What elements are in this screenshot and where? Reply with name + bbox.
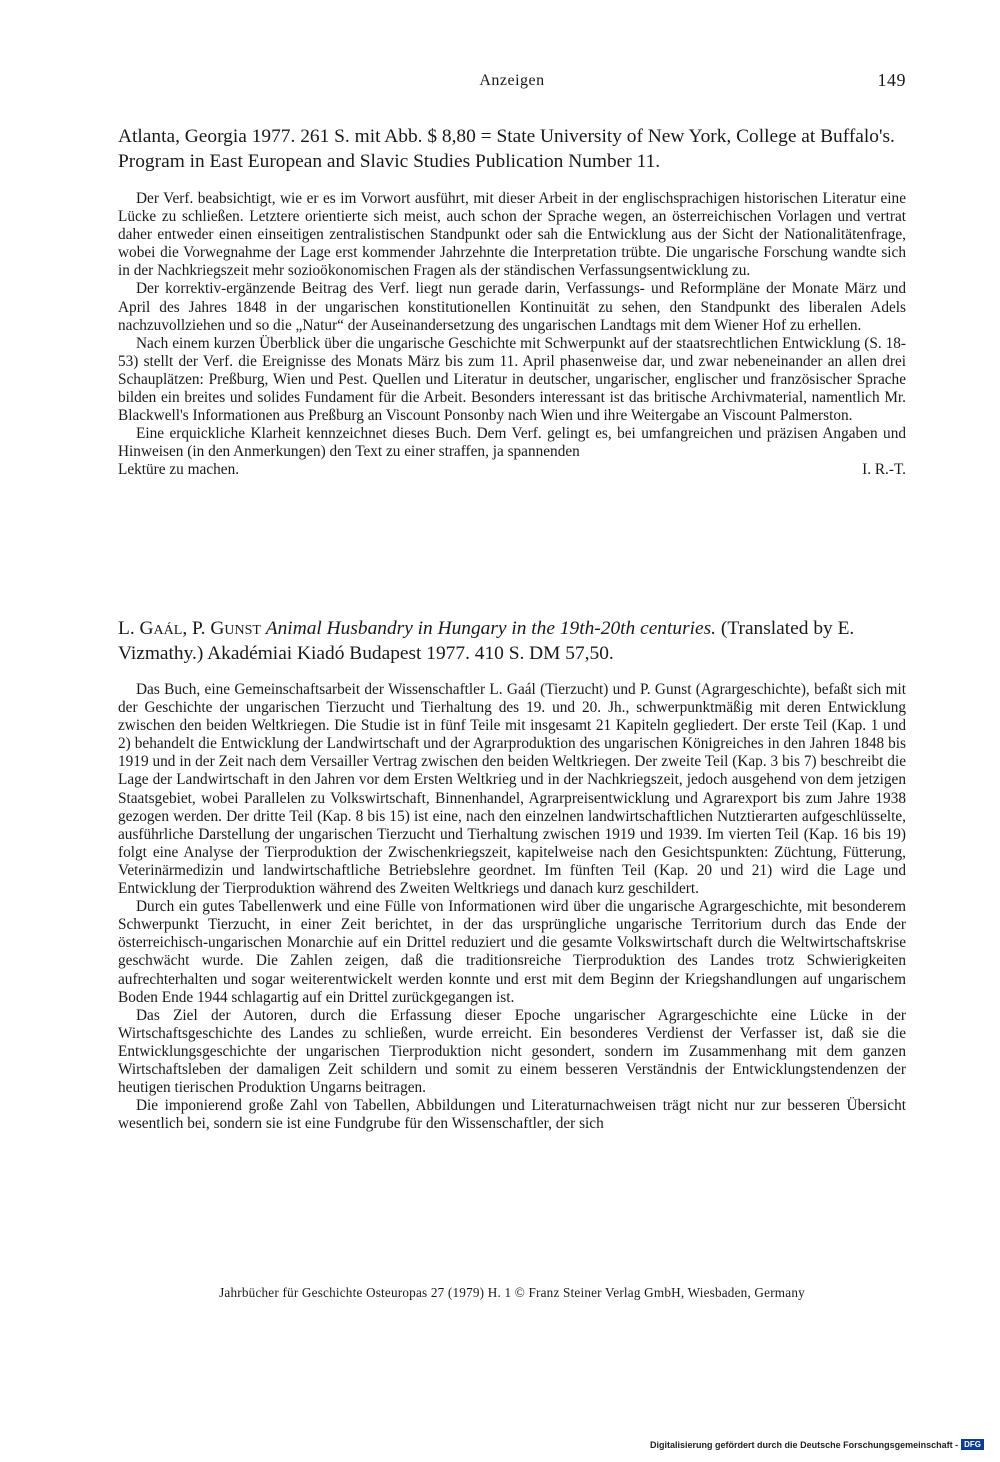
digitization-notice bbox=[650, 1439, 984, 1450]
entry-publication: (Translated by E. Vizmathy.) Akadémiai Kiadó Budapest 1977. 410 S. DM 57,50. bbox=[118, 618, 855, 664]
digitization-text: Digitalisierung gefördert durch die Deutsche Forschungsgemeinschaft - bbox=[650, 1439, 959, 1450]
review-1-paragraph-1: Der Verf. beabsichtigt, wie er es im Vorwort ausführt, mit dieser Arbeit in der englischsprachigen historischen Literatur eine Lücke zu schließen. Letztere orientierte sich meist, auch schon der Sprache wegen, an österreichischen Vorlagen und vertrat daher entweder einen einseitigen zentralistischen Standpunkt oder sah die Entwicklung aus der Sicht der Nationalitätenfrage, wobei die Vorwegnahme der Lage erst kommender Jahrzehnte die Interpretation trübte. Die ungarische Forschung wandte sich in der Nachkriegszeit mehr sozioökonomischen Fragen als der ständischen Verfassungsentwicklung zu. bbox=[118, 190, 906, 280]
entry-bibliography: Atlanta, Georgia 1977. 261 S. mit Abb. $ 8,80 = State University of New York, College at Buffalo's. Program in East European and Slavic Studies Publication Number 11. bbox=[118, 126, 895, 172]
review-2-paragraph-3: Das Ziel der Autoren, durch die Erfassung dieser Epoche ungarischer Agrargeschichte eine Lücke in der Wirtschaftsgeschichte des Landes zu schließen, wurde erreicht. Ein besonderes Verdienst der Verfasser ist, daß sie die Entwicklungsgeschichte der ungarischen Tierproduktion nicht gesondert, sondern im Zusammenhang mit dem ganzen Wirtschaftsleben der damaligen Zeit schildern und somit zu einem besseren Verständnis der Entwicklungstendenzen der heutigen tierischen Produktion Ungarns beitragen. bbox=[118, 1006, 906, 1097]
review-1 bbox=[118, 190, 906, 480]
page-number: 149 bbox=[877, 70, 906, 90]
entry-authors: L. Gaál, P. Gunst bbox=[118, 618, 261, 639]
reviewer-signature: I. R.-T. bbox=[862, 461, 906, 479]
review-1-closing-line bbox=[118, 461, 906, 479]
running-head bbox=[118, 72, 906, 96]
review-2-paragraph-2: Durch ein gutes Tabellenwerk und eine Fülle von Informationen wird über die ungarische Agrargeschichte, mit besonderem Schwerpunkt Tierzucht, in einer Zeit berichtet, in der das ursprüngliche ungarische Territorium durch das Ende der österreichisch-ungarischen Monarchie auf ein Drittel reduziert und die gesamte Volkswirtschaft durch die Weltwirtschaftskrise geschwächt wurde. Die Zahlen zeigen, daß die traditionsreiche Tierproduktion des Landes trotz Schwierigkeiten aufrechterhalten und sogar weiterentwickelt werden konnte und erst mit dem Beginn der Kriegshandlungen auf ungarischem Boden Ende 1944 schlagartig auf ein Drittel zurückgegangen ist. bbox=[118, 898, 906, 1006]
review-2 bbox=[118, 681, 906, 1133]
review-1-paragraph-4: Eine erquickliche Klarheit kennzeichnet dieses Buch. Dem Verf. gelingt es, bei umfangreichen und präzisen Angaben und Hinweisen (in den Anmerkungen) den Text zu einer straffen, ja spannenden bbox=[118, 425, 906, 461]
entry-title: Animal Husbandry in Hungary in the 19th-20th centuries. bbox=[265, 618, 717, 639]
running-title: Anzeigen bbox=[479, 72, 545, 89]
review-1-paragraph-3: Nach einem kurzen Überblick über die ungarische Geschichte mit Schwerpunkt auf der staatsrechtlichen Entwicklung (S. 18-53) stellt der Verf. die Ereignisse des Monats März bis zum 11. April phasenweise dar, und zwar nebeneinander an allen drei Schauplätzen: Preßburg, Wien und Pest. Quellen und Literatur in deutscher, ungarischer, englischer und französischer Sprache bilden ein breites und solides Fundament für die Arbeit. Besonders interessant ist das britische Archivmaterial, namentlich Mr. Blackwell's Informationen aus Preßburg an Viscount Ponsonby nach Wien und ihre Weitergabe an Viscount Palmerston. bbox=[118, 334, 906, 425]
review-2-paragraph-4: Die imponierend große Zahl von Tabellen, Abbildungen und Literaturnachweisen trägt nicht nur zur besseren Übersicht wesentlich bei, sondern sie ist eine Fundgrube für den Wissenschaftler, der sich bbox=[118, 1097, 906, 1133]
entry-heading-1 bbox=[118, 124, 906, 174]
review-2-paragraph-1: Das Buch, eine Gemeinschaftsarbeit der Wissenschaftler L. Gaál (Tierzucht) und P. Gunst (Agrargeschichte), befaßt sich mit der Geschichte der ungarischen Tierzucht und Tierhaltung des 19. und 20. Jh., schwerpunktmäßig mit deren Entwicklung zwischen den beiden Weltkriegen. Die Studie ist in fünf Teile mit insgesamt 21 Kapiteln gegliedert. Der erste Teil (Kap. 1 und 2) behandelt die Entwicklung der Landwirtschaft und der Agrarproduktion des ungarischen Königreiches in den Jahren 1848 bis 1919 und in der Zeit nach dem Versailler Vertrag zwischen den beiden Weltkriegen. Der zweite Teil (Kap. 3 bis 7) beschreibt die Lage der Landwirtschaft in den Jahren vor dem Ersten Weltkrieg und in der Nachkriegszeit, jedoch ausgehend von dem jetzigen Staatsgebiet, wobei Parallelen zu Volkswirtschaft, Binnenhandel, Agrarpreisentwicklung und Agrarexport bis zum Jahre 1938 gezogen werden. Der dritte Teil (Kap. 8 bis 15) ist eine, nach den einzelnen landwirtschaftlichen Nutztierarten aufgeschlüsselte, ausführliche Darstellung der ungarischen Tierzucht und Tierhaltung zwischen 1919 und 1939. Im vierten Teil (Kap. 16 bis 19) folgt eine Analyse der Tierproduktion der Zwischenkriegszeit, kapitelweise nach den Gesichtspunkten: Züchtung, Fütterung, Veterinärmedizin und landwirtschaftliche Betriebslehre geordnet. Im fünften Teil (Kap. 20 und 21) wird die Lage und Entwicklung der Tierproduktion während des Zweiten Weltkriegs und danach kurz geschildert. bbox=[118, 681, 906, 898]
journal-footer: Jahrbücher für Geschichte Osteuropas 27 (1979) H. 1 © Franz Steiner Verlag GmbH, Wiesbaden, Germany bbox=[219, 1285, 805, 1300]
dfg-logo: DFG bbox=[961, 1439, 984, 1450]
entry-heading-2 bbox=[118, 616, 906, 666]
review-1-closing-text: Lektüre zu machen. bbox=[118, 461, 240, 479]
review-1-paragraph-2: Der korrektiv-ergänzende Beitrag des Verf. liegt nun gerade darin, Verfassungs- und Reformpläne der Monate März und April des Jahres 1848 in der ungarischen konstitutionellen Kontinuität zu sehen, den Standpunkt des liberalen Adels nachzuvollziehen und so die „Natur“ der Auseinandersetzung des ungarischen Landtags mit dem Wiener Hof zu erhellen. bbox=[118, 280, 906, 334]
